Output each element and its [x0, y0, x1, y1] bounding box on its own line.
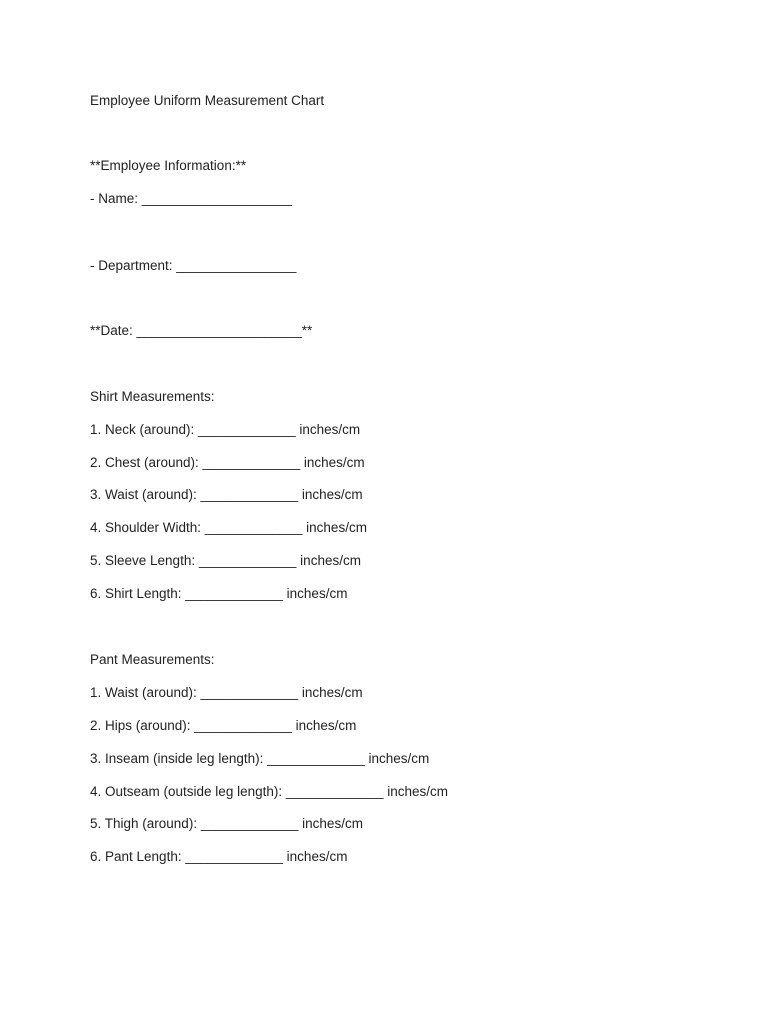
shirt-item-neck: 1. Neck (around): _____________ inches/cm [90, 422, 361, 437]
name-field-line: - Name: ____________________ [90, 191, 292, 206]
shirt-item-chest: 2. Chest (around): _____________ inches/cm [90, 455, 365, 470]
department-field-line: - Department: ________________ [90, 258, 297, 273]
shirt-item-shirt-length: 6. Shirt Length: _____________ inches/cm [90, 586, 348, 601]
shirt-item-sleeve-length: 5. Sleeve Length: _____________ inches/cm [90, 553, 361, 568]
pant-item-inseam: 3. Inseam (inside leg length): _____________ inches/cm [90, 751, 430, 766]
document-title: Employee Uniform Measurement Chart [90, 93, 325, 108]
pant-item-pant-length: 6. Pant Length: _____________ inches/cm [90, 849, 348, 864]
pant-item-outseam: 4. Outseam (outside leg length): _____________ inches/cm [90, 784, 448, 799]
shirt-item-waist: 3. Waist (around): _____________ inches/cm [90, 487, 363, 502]
employee-info-heading: **Employee Information:** [90, 158, 247, 173]
date-field-line: **Date: ______________________** [90, 323, 313, 338]
shirt-measurements-heading: Shirt Measurements: [90, 389, 215, 404]
pant-item-thigh: 5. Thigh (around): _____________ inches/cm [90, 816, 363, 831]
shirt-item-shoulder-width: 4. Shoulder Width: _____________ inches/cm [90, 520, 367, 535]
pant-item-waist: 1. Waist (around): _____________ inches/cm [90, 685, 363, 700]
pant-measurements-heading: Pant Measurements: [90, 652, 215, 667]
pant-item-hips: 2. Hips (around): _____________ inches/cm [90, 718, 357, 733]
